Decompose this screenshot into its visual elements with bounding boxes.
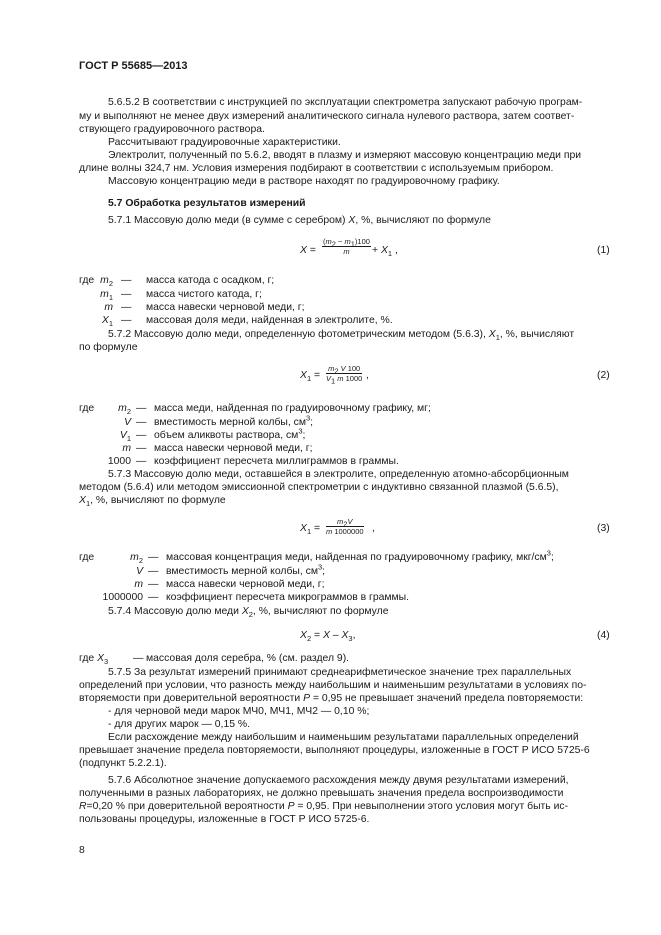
variable: m: [130, 552, 139, 563]
variable: X: [79, 495, 86, 506]
definition-text: [166, 578, 324, 592]
equation-3-lhs: $X_1$ =: [300, 523, 321, 537]
variable: V: [347, 517, 353, 526]
paragraph-line: Рассчитывают градуировочные характеристики.: [108, 137, 341, 148]
text: объем аликвоты раствора, см: [154, 430, 299, 441]
paragraph-line: [79, 800, 568, 814]
variable: m: [104, 302, 113, 313]
subscript: 1: [350, 239, 355, 249]
variable: V: [124, 417, 131, 428]
definition-text: [166, 548, 554, 565]
variable: X: [241, 606, 249, 617]
variable: m: [328, 364, 335, 373]
definition-text: [154, 426, 306, 443]
equation-2-lhs: $X_1$ =: [300, 370, 321, 384]
definition-text: [154, 413, 314, 430]
paragraph-line: по формуле: [79, 342, 138, 353]
superscript: 3: [317, 562, 323, 572]
definition-symbol: [108, 455, 131, 469]
subscript: 1: [108, 293, 113, 303]
text: ;: [310, 417, 314, 428]
equation-3-fraction: [326, 517, 364, 536]
variable: m: [344, 237, 351, 246]
paragraph-line: 5.6.5.2 В соответствии с инструкцией по эксплуатации спектрометра запускают рабочую програм-: [108, 97, 583, 108]
definition-dash: —: [148, 552, 159, 563]
paragraph-line: 5.7.5 За результат измерений принимают среднеарифметическое значение трех параллельных: [108, 667, 572, 678]
subscript: 2: [334, 366, 339, 376]
paragraph-line: длине волны 324,7 нм. Условия измерения подбирают в соответствии с используемым прибором.: [79, 163, 554, 174]
definition-row: [79, 652, 108, 666]
variable: m: [118, 403, 127, 414]
definition-dash: —: [148, 592, 159, 603]
fraction-numerator: [326, 517, 364, 527]
equation-1-lhs: X =: [300, 245, 316, 256]
definition-text: [154, 442, 312, 456]
variable: m: [343, 247, 350, 256]
text: , %, вычисляют по формуле: [90, 495, 226, 506]
definition-text: [146, 301, 304, 315]
definition-symbol: [102, 314, 113, 328]
subscript: 2: [138, 556, 143, 566]
text: , %, вычисляют по формуле: [252, 606, 389, 617]
definition-symbol: [104, 301, 113, 315]
document-header: ГОСТ Р 55685—2013: [79, 60, 188, 72]
text: = 0,95 не превышает значений предела повторяемости:: [310, 693, 584, 704]
text: 100: [345, 364, 361, 373]
variable: V: [338, 364, 346, 373]
text: 5.7.4 Массовую долю меди: [108, 606, 242, 617]
superscript: 3: [546, 548, 551, 558]
definition-symbol: [100, 274, 113, 288]
variable: R: [79, 801, 87, 812]
equation-number: (4): [597, 630, 610, 641]
subscript: 1: [331, 376, 336, 386]
definition-dash: —: [121, 289, 132, 300]
definition-dash: —: [136, 403, 147, 414]
variable: V: [119, 430, 127, 441]
paragraph-line: Если расхождение между наибольшим и наименьшим результатами параллельных определений: [108, 732, 579, 743]
definition-symbol: [134, 578, 143, 592]
variable: m: [100, 275, 109, 286]
definition-symbol: [122, 442, 131, 456]
paragraph-line: [108, 605, 388, 619]
definition-prefix: где: [79, 275, 95, 286]
text: вторяемости при доверительной вероятности: [79, 693, 304, 704]
definition-prefix: где: [79, 653, 95, 664]
variable: 1000000: [102, 592, 143, 603]
text: =: [311, 630, 323, 641]
page-number: 8: [79, 845, 85, 856]
variable: V: [136, 566, 143, 577]
equation-3-tail: ,: [372, 523, 375, 534]
definition-dash: —: [136, 417, 147, 428]
subscript: 1: [85, 499, 91, 509]
subscript: 1: [495, 333, 500, 343]
text: вместимость мерной колбы, см: [154, 417, 306, 428]
paragraph-line: (подпункт 5.2.2.1).: [79, 758, 167, 769]
text: коэффициент пересчета микрограммов в граммы.: [166, 592, 410, 603]
text: 5.7.2 Массовую долю меди, определенную фотометрическим методом (5.6.3),: [108, 329, 489, 340]
list-item: - для черновой меди марок МЧ0, МЧ1, МЧ2 — 0,10 %;: [108, 706, 370, 717]
text: ,: [392, 245, 398, 256]
subscript: 1: [306, 374, 312, 384]
variable: X: [300, 523, 307, 534]
paragraph-line: пользованы процедуры, изложенные в ГОСТ Р ИСО 5725-6.: [79, 814, 370, 825]
paragraph-line: определений при условии, что разность между наибольшим и наименьшим результатами в условиях по-: [79, 680, 587, 691]
text: −: [335, 237, 345, 246]
subscript: 2: [331, 239, 336, 249]
definition-prefix: где: [79, 403, 95, 414]
text: , %, вычисляют: [499, 329, 575, 340]
text: , %, вычисляют по формуле: [355, 215, 491, 226]
text: +: [372, 245, 381, 256]
variable: m: [134, 579, 143, 590]
definition-symbol: [118, 402, 131, 416]
paragraph-line: [79, 494, 226, 508]
equation-number: (3): [597, 523, 610, 534]
variable: m: [337, 517, 344, 526]
text: массовая концентрация меди, найденная по градуировочному графику, мкг/см: [166, 552, 547, 563]
variable: m: [326, 527, 333, 536]
paragraph-line: [108, 214, 491, 228]
variable: X: [488, 329, 496, 340]
superscript: 3: [305, 413, 311, 423]
text: 5.7.1 Массовую долю меди (в сумме с серебром): [108, 215, 349, 226]
definition-symbol: [136, 565, 143, 579]
text: коэффициент пересчета миллиграммов в граммы.: [154, 456, 399, 467]
text: ;: [550, 552, 554, 563]
text: масса чистого катода, г;: [146, 289, 262, 300]
text: ,: [352, 630, 356, 641]
subscript: 1: [387, 249, 393, 259]
definition-dash: —: [133, 653, 144, 664]
variable: m: [335, 374, 344, 383]
variable: V: [326, 374, 332, 383]
variable: X: [101, 315, 109, 326]
definition-symbol: [100, 288, 113, 302]
text: 1000: [343, 374, 363, 383]
definition-dash: —: [148, 566, 159, 577]
equation-2-fraction: [326, 364, 363, 386]
subscript: 3: [348, 634, 353, 644]
definition-dash: —: [136, 430, 147, 441]
text: ;: [322, 566, 326, 577]
text: масса навески черновой меди, г;: [166, 579, 325, 590]
text: масса катода с осадком, г;: [146, 275, 275, 286]
subscript: 1: [126, 434, 131, 444]
equation-4: [300, 629, 355, 643]
text: = 0,95. При невыполнении этого условия могут быть ис-: [294, 801, 569, 812]
definition-symbol: [103, 591, 143, 605]
text: массовая доля меди, найденная в электролите, %.: [146, 315, 393, 326]
definition-prefix: где: [79, 552, 95, 563]
subscript: 3: [104, 657, 109, 667]
text: вместимость мерной колбы, см: [166, 566, 318, 577]
subscript: 2: [126, 407, 131, 417]
paragraph-line: превышает значение предела повторяемости, выполняют процедуры, изложенные в ГОСТ Р ИСО 5725-6: [79, 745, 590, 756]
definition-text: [146, 288, 262, 302]
definition-dash: —: [136, 443, 147, 454]
subscript: 2: [248, 610, 253, 620]
paragraph-line: ствующего градуировочного раствора.: [79, 124, 265, 135]
paragraph-line: [79, 692, 583, 706]
variable: m: [100, 289, 109, 300]
variable: X: [300, 630, 307, 641]
section-title: 5.7 Обработка результатов измерений: [108, 198, 306, 209]
definition-dash: —: [121, 315, 132, 326]
variable: m: [325, 237, 332, 246]
list-item: - для других марок — 0,15 %.: [108, 719, 251, 730]
definition-text: [154, 402, 431, 416]
variable: 1000: [107, 456, 131, 467]
text: –: [329, 630, 342, 641]
fraction-denominator: [326, 374, 363, 386]
subscript: 1: [108, 319, 113, 329]
equation-number: (2): [597, 370, 610, 381]
text: ;: [302, 430, 306, 441]
definition-dash: —: [121, 302, 132, 313]
superscript: 3: [298, 426, 303, 436]
definition-symbol: [130, 551, 143, 565]
variable: P: [303, 693, 311, 704]
text: 1000000: [332, 527, 364, 536]
paragraph-line: 5.7.3 Массовую долю меди, оставшейся в электролите, определенную атомно-абсорбционным: [108, 469, 569, 480]
paragraph-line: полученными в разных лабораториях, не должно превышать значения предела воспроизводимости: [79, 788, 564, 799]
text: масса навески черновой меди, г;: [154, 443, 313, 454]
subscript: 2: [343, 519, 348, 529]
fraction-numerator: [322, 237, 371, 247]
variable: X: [341, 630, 349, 641]
paragraph-line: Массовую концентрацию меди в растворе находят по градуировочному графику.: [108, 176, 500, 187]
paragraph-line: Электролит, полученный по 5.6.2, вводят в плазму и измеряют массовую концентрацию меди при: [108, 150, 582, 161]
definition-text: [154, 455, 399, 469]
text: масса меди, найденная по градуировочному графику, мг;: [154, 403, 431, 414]
variable: X: [300, 370, 307, 381]
fraction-numerator: [326, 364, 362, 374]
variable: m: [122, 443, 131, 454]
variable: X: [322, 630, 330, 641]
equation-number: (1): [597, 245, 610, 256]
paragraph-line: 5.7.6 Абсолютное значение допускаемого расхождения между двумя результатами измерений,: [108, 775, 569, 786]
definition-symbol: [120, 429, 131, 443]
fraction-denominator: [326, 527, 364, 536]
text: =0,20 % при доверительной вероятности: [86, 801, 288, 812]
variable: X: [380, 245, 388, 256]
variable: X: [300, 245, 307, 256]
fraction-denominator: [322, 247, 371, 256]
definition-text: [146, 314, 393, 328]
definition-text: массовая доля серебра, % (см. раздел 9).: [146, 653, 350, 664]
definition-dash: —: [148, 579, 159, 590]
subscript: 2: [306, 634, 312, 644]
subscript: 2: [108, 279, 113, 289]
definition-dash: —: [136, 456, 147, 467]
paragraph-line: методом (5.6.4) или методом эмиссионной спектрометрии с индуктивно связанной плазмой (5.6.5),: [79, 482, 559, 493]
subscript: 1: [306, 527, 312, 537]
definition-text: [166, 562, 326, 579]
text: )100: [354, 237, 370, 246]
definition-symbol: [124, 416, 131, 430]
paragraph-line: му и выполняют не менее двух измерений аналитического сигнала нулевого раствора, затем соответ-: [79, 111, 575, 122]
equation-2-tail: ,: [366, 370, 369, 381]
text: (: [323, 237, 326, 246]
paragraph-line: [108, 328, 574, 342]
equation-1-rhs: [372, 244, 398, 258]
variable: X: [97, 653, 104, 664]
definition-text: [166, 591, 409, 605]
definition-text: [146, 274, 274, 288]
definition-dash: —: [121, 275, 132, 286]
text: масса навески черновой меди, г;: [146, 302, 305, 313]
equation-1-fraction: [322, 237, 371, 256]
variable: X: [348, 215, 356, 226]
variable: P: [287, 801, 295, 812]
